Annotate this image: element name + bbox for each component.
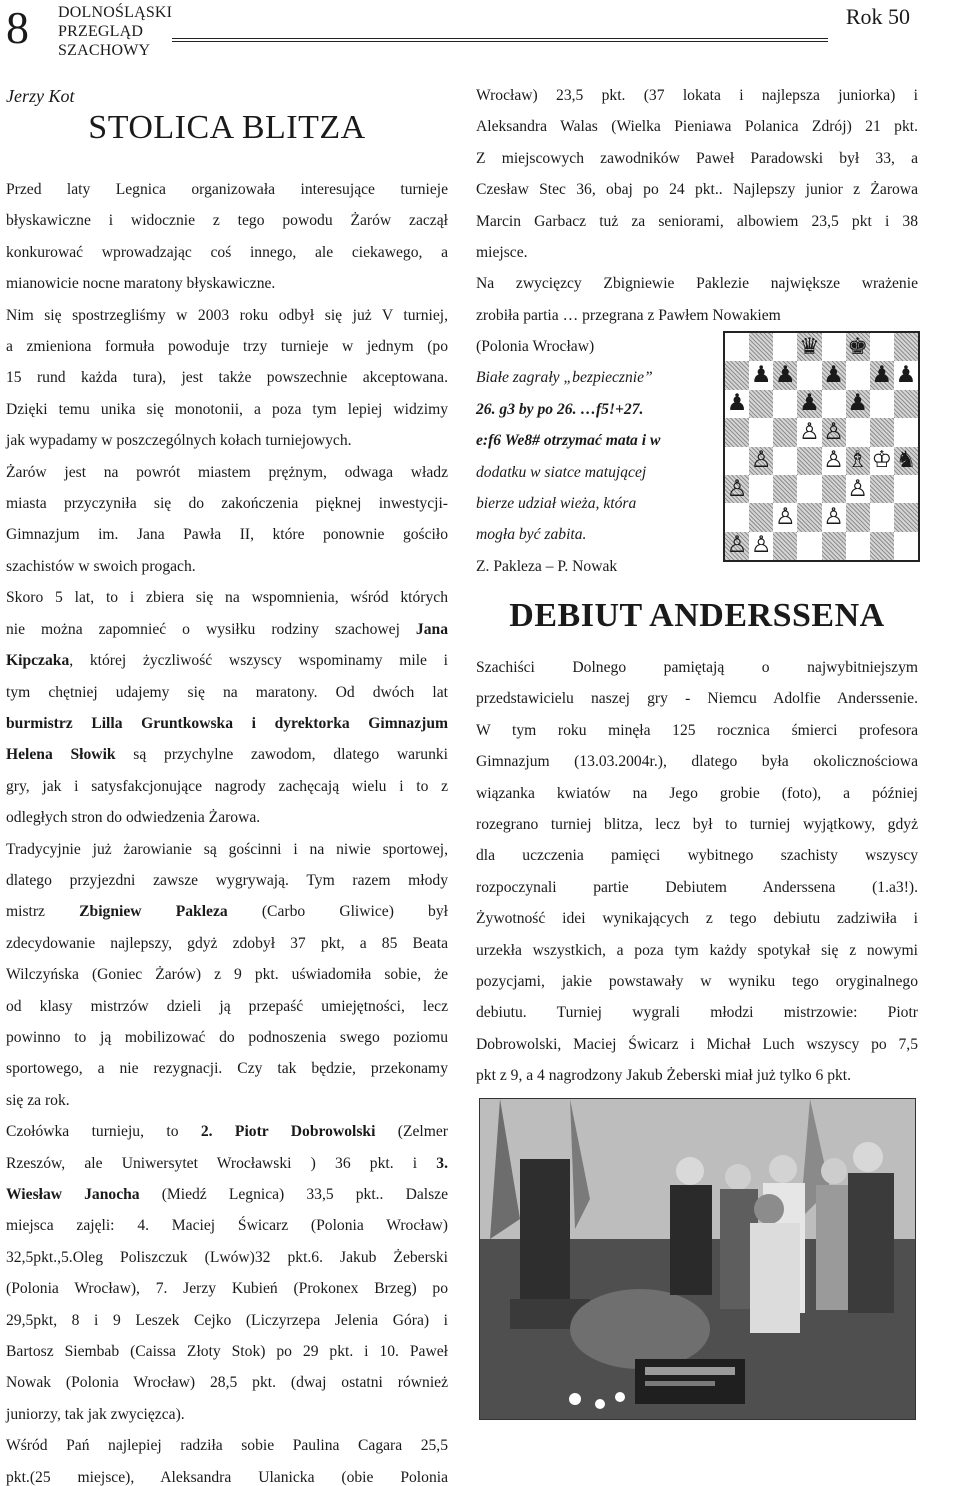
text-line: [6, 1210, 448, 1241]
text-run: gry, jak i satysfakcjonujące nagrody zachęcają wielu i to z: [6, 777, 448, 795]
board-square: [894, 361, 918, 389]
chess-piece: ♟: [895, 362, 917, 389]
chess-piece: ♙: [823, 418, 844, 445]
board-square: [894, 503, 918, 531]
page-header: [0, 0, 960, 70]
board-square: [773, 361, 797, 389]
text-line: Szachiści Dolnego pamiętają o najwybitniejszym: [476, 659, 918, 676]
bold-name: 3.: [436, 1154, 448, 1172]
text-line: [6, 771, 448, 802]
chess-piece: ♞: [895, 447, 917, 474]
text-line: rozpoczynali partie Debiutem Anderssena (1.a3!).: [476, 878, 918, 896]
bold-name: Wiesław Janocha: [6, 1186, 140, 1203]
board-square: [870, 503, 894, 531]
board-square: [725, 475, 749, 503]
text-run: odległych stron do odwiedzenia Żarowa.: [6, 809, 261, 827]
text-line: [6, 394, 448, 425]
text-line: wiązanka kwiatów na Jego grobie (foto), a później: [476, 784, 918, 802]
text-line: pkt z 9, a 4 nagrodzony Jakub Żeberski miał już tylko 6 pkt.: [476, 1067, 852, 1085]
board-square: [773, 532, 797, 560]
text-line: [6, 237, 448, 268]
board-square: [749, 418, 773, 446]
header-rule: [172, 38, 828, 39]
text-line: [6, 1462, 448, 1486]
text-run: są przychylne zawodom, dlatego warunki: [115, 746, 448, 764]
text-run: juniorzy, tak jak zwycięzca).: [6, 1405, 185, 1423]
board-square: [797, 390, 821, 418]
text-line: [6, 331, 448, 362]
board-square: [894, 532, 918, 560]
issue-year: Rok 50: [845, 4, 910, 29]
article-body-right: [476, 80, 918, 331]
text-run: Nim się spostrzegliśmy w 2003 roku odbył się już V turniej,: [6, 306, 448, 324]
chess-piece: ♔: [871, 447, 893, 474]
text-run: powinno to ją mobilizować do podnoszenia swego poziomu: [6, 1028, 448, 1046]
board-square: [846, 532, 870, 560]
bold-name: burmistrz Lilla Gruntkowska i dyrektorka Gimnazjum: [6, 714, 448, 732]
masthead-line: PRZEGLĄD: [58, 23, 144, 40]
board-square: [749, 532, 773, 560]
article-body-left: [6, 174, 448, 1486]
caption-line: Białe zagrały „bezpiecznie”: [476, 369, 653, 387]
board-square: [870, 333, 894, 361]
text-line: [6, 896, 448, 927]
board-square: [846, 361, 870, 389]
text-run: zdecydowanie najlepszy, gdyż zdobył 37 pkt, a 85 Beata: [6, 934, 448, 952]
chess-piece: ♛: [799, 333, 820, 360]
text-run: Wilczyńska (Goniec Żarów) z 9 pkt. uświadomiła sobie, że: [6, 966, 448, 984]
board-square: [822, 361, 846, 389]
board-square: [797, 503, 821, 531]
chess-diagram: [723, 331, 920, 562]
text-run: tym chętniej udajemy się na maratony. Od dwóch lat: [6, 683, 448, 701]
board-square: [773, 447, 797, 475]
text-line: [6, 300, 448, 331]
board-square: [749, 361, 773, 389]
text-line: [6, 457, 448, 488]
board-square: [894, 447, 918, 475]
text-run: Przed laty Legnica organizowała interesujące turnieje: [6, 181, 448, 198]
text-run: Rzeszów, ale Uniwersytet Wrocławski ) 36 pkt. i: [6, 1154, 437, 1172]
text-line: przedstawicielu naszej gry - Niemcu Adolfie Anderssenie.: [476, 690, 918, 708]
board-square: [894, 475, 918, 503]
article-author: Jerzy Kot: [6, 86, 75, 106]
text-run: nie można zapomnieć o wysiłku rodziny szachowej: [6, 620, 416, 638]
chess-caption: [476, 331, 720, 582]
text-line: [6, 1273, 448, 1304]
masthead: [58, 3, 172, 60]
grave-photo: [479, 1098, 916, 1420]
text-line: rozegrano turniej blitza, lecz był to turniej wyjątkowy, gdyż: [476, 816, 918, 834]
chess-piece: ♟: [775, 362, 796, 389]
board-square: [870, 361, 894, 389]
chess-piece: ♙: [799, 418, 820, 445]
text-line: [6, 425, 448, 456]
text-line: [6, 1430, 448, 1461]
text-line: [6, 1399, 448, 1430]
text-line: urzekła wszystkich, a poza tym każdy spotykał się z nowymi: [476, 941, 918, 959]
board-square: [797, 447, 821, 475]
text-line: Wrocław) 23,5 pkt. (37 lokata i najlepsza juniorka) i: [476, 87, 918, 104]
text-line: Na zwycięzcy Zbigniewie Paklezie największe wrażenie: [476, 275, 918, 293]
chess-piece: ♟: [726, 390, 748, 417]
text-line: [6, 1179, 448, 1210]
board-square: [797, 532, 821, 560]
board-square: [846, 475, 870, 503]
text-run: (Miedź Legnica) 33,5 pkt.. Dalsze: [139, 1186, 448, 1203]
text-line: [6, 551, 448, 582]
board-square: [725, 390, 749, 418]
board-square: [749, 447, 773, 475]
board-square: [749, 333, 773, 361]
caption-line: mogła być zabita.: [476, 526, 587, 544]
chess-piece: ♟: [750, 362, 772, 389]
text-line: [6, 1367, 448, 1398]
text-line: [6, 1305, 448, 1336]
text-run: a zmieniona formuła powoduje trzy turnieje w jednym (po: [6, 338, 448, 356]
text-line: [6, 802, 448, 833]
text-run: Czołówka turnieju, to: [6, 1123, 201, 1141]
board-square: [725, 333, 749, 361]
text-line: [6, 1148, 448, 1179]
article-title-2: DEBIUT ANDERSSENA: [509, 597, 885, 634]
text-run: miejsca zajęli: 4. Maciej Świcarz (Polonia Wrocław): [6, 1217, 448, 1235]
text-run: 29,5pkt, 8 i 9 Leszek Cejko (Liczyrzepa Jelenia Góra) i: [6, 1311, 448, 1329]
board-square: [797, 418, 821, 446]
text-line: Dobrowolski, Maciej Świcarz i Michał Luch wszyscy po 7,5: [476, 1035, 918, 1053]
board-square: [773, 475, 797, 503]
text-run: Nowak (Polonia Wrocław) 28,5 pkt. (dwaj ostatni również: [6, 1374, 448, 1392]
text-run: , której życzliwość wszyscy wspominamy mile i: [69, 652, 448, 670]
bold-name: Helena Słowik: [6, 746, 116, 764]
board-square: [725, 532, 749, 560]
chess-piece: ♟: [799, 390, 820, 417]
text-run: mistrz: [6, 903, 80, 921]
text-line: Aleksandra Walas (Wielka Pieniawa Polanica Zdrój) 21 pkt.: [476, 118, 918, 136]
bold-name: 2. Piotr Dobrowolski: [200, 1123, 376, 1141]
text-line: Marcin Garbacz tuż za seniorami, albowiem 23,5 pkt i 38: [476, 212, 918, 230]
chess-piece: ♙: [823, 447, 844, 474]
caption-line: e:f6 We8# otrzymać mata i w: [476, 432, 661, 450]
board-square: [870, 532, 894, 560]
board-square: [773, 390, 797, 418]
chess-piece: ♟: [871, 362, 893, 389]
article-body-2: [476, 652, 918, 1092]
chess-piece: ♙: [726, 475, 748, 502]
caption-line: dodatku w siatce matującej: [476, 463, 647, 481]
caption-line: bierze udział wieża, która: [476, 495, 637, 513]
board-square: [797, 333, 821, 361]
board-square: [749, 503, 773, 531]
text-line: [6, 582, 448, 613]
text-run: Bartosz Siembab (Caissa Złoty Stok) po 29 pkt. i 10. Paweł: [6, 1343, 448, 1361]
board-square: [894, 418, 918, 446]
board-square: [822, 532, 846, 560]
article-title: STOLICA BLITZA: [88, 109, 366, 146]
bold-name: Jana: [415, 620, 448, 638]
text-line: [6, 865, 448, 896]
board-square: [846, 503, 870, 531]
text-run: miasta przyczyniła się do zakończenia pięknej inwestycji-: [6, 495, 448, 513]
text-line: [6, 174, 448, 205]
text-run: Żarów jest na powrót miastem prężnym, odwaga władz: [6, 463, 448, 481]
text-line: [6, 1022, 448, 1053]
text-run: konkurować wprowadzając coś innego, ale ciekawego, a: [6, 243, 448, 261]
text-line: [6, 614, 448, 645]
chess-piece: ♟: [823, 362, 844, 389]
board-square: [846, 447, 870, 475]
masthead-line: SZACHOWY: [58, 42, 151, 59]
board-square: [822, 475, 846, 503]
text-run: jak wypadamy w poszczególnych kołach turniejowych.: [6, 432, 352, 450]
chess-piece: ♙: [823, 503, 844, 530]
text-line: [6, 488, 448, 519]
text-run: (Zelmer: [375, 1123, 448, 1141]
board-square: [894, 390, 918, 418]
text-line: [6, 834, 448, 865]
text-line: [6, 519, 448, 550]
text-run: Gimnazjum im. Jana Pawła II, które ponownie gościło: [6, 526, 448, 544]
text-line: Czesław Stec 36, obaj po 24 pkt.. Najlepszy junior z Żarowa: [476, 181, 918, 199]
board-square: [822, 390, 846, 418]
text-line: miejsce.: [476, 244, 528, 262]
text-run: (Carbo Gliwice) był: [227, 903, 448, 921]
chess-piece: ♙: [775, 503, 796, 530]
board-square: [797, 361, 821, 389]
text-line: [6, 928, 448, 959]
text-line: [6, 991, 448, 1022]
caption-line: 26. g3 by po 26. …f5!+27.: [476, 400, 644, 418]
text-line: Gimnazjum (13.03.2004r.), dlatego była okolicznościowa: [476, 753, 918, 771]
board-square: [725, 418, 749, 446]
text-run: błyskawiczne i widocznie z tego powodu Żarów zaczął: [6, 212, 448, 230]
text-line: [6, 959, 448, 990]
text-line: [6, 1242, 448, 1273]
text-line: dla uczczenia pamięci wybitnego szachisty wszyscy: [476, 847, 918, 865]
chess-piece: ♚: [847, 333, 868, 360]
chess-piece: ♙: [750, 532, 772, 559]
board-square: [749, 475, 773, 503]
text-line: pozycjami, jakie powstawały w wyniku tego oryginalnego: [476, 973, 918, 991]
chess-piece: ♙: [750, 447, 772, 474]
text-line: W tym roku minęła 125 rocznica śmierci profesora: [476, 721, 918, 739]
text-line: [6, 205, 448, 236]
board-square: [725, 503, 749, 531]
text-line: zrobiła partia … przegrana z Pawłem Nowakiem: [476, 306, 781, 324]
board-square: [822, 503, 846, 531]
board-square: [749, 390, 773, 418]
chess-piece: ♙: [847, 475, 868, 502]
text-run: Dzięki temu unika się monotonii, a poza tym lepiej widzimy: [6, 400, 448, 418]
text-run: pkt.(25 miejsce), Aleksandra Ulanicka (obie Polonia: [6, 1468, 448, 1486]
board-square: [773, 503, 797, 531]
bold-name: Kipczaka: [6, 652, 70, 670]
text-run: dlatego przyjezdni zawsze wygrywają. Tym razem młody: [6, 871, 448, 889]
caption-line: (Polonia Wrocław): [476, 338, 595, 355]
text-line: [6, 677, 448, 708]
board-square: [725, 361, 749, 389]
text-line: [6, 1085, 448, 1116]
text-line: [6, 1116, 448, 1147]
text-run: (Polonia Wrocław), 7. Jerzy Kubień (Prokonex Brzeg) po: [6, 1280, 448, 1298]
text-line: [6, 1053, 448, 1084]
text-run: mianowicie nocne maratony błyskawiczne.: [6, 275, 276, 293]
text-line: [6, 708, 448, 739]
text-run: od klasy mistrzów dzieli ją przepaść umiejętności, lecz: [6, 997, 448, 1015]
board-square: [846, 418, 870, 446]
bold-name: Zbigniew Pakleza: [79, 903, 228, 921]
board-square: [870, 475, 894, 503]
board-square: [822, 333, 846, 361]
board-square: [797, 475, 821, 503]
board-square: [870, 418, 894, 446]
text-line: [6, 739, 448, 770]
text-run: się za rok.: [6, 1091, 70, 1109]
header-rule: [172, 41, 828, 42]
text-line: Żywotność idei wynikających z tego debiutu zadziwiła i: [476, 910, 918, 928]
text-line: [6, 645, 448, 676]
text-run: Skoro 5 lat, to i zbiera się na wspomnienia, wśród których: [6, 589, 448, 607]
board-square: [870, 447, 894, 475]
board-square: [846, 390, 870, 418]
board-square: [846, 333, 870, 361]
photo-illustration: [480, 1099, 916, 1420]
chess-piece: ♟: [847, 390, 868, 417]
text-line: [6, 1336, 448, 1367]
text-line: [6, 362, 448, 393]
text-line: [6, 268, 448, 299]
chess-piece: ♗: [847, 447, 868, 474]
masthead-line: DOLNOŚLĄSKI: [58, 4, 173, 21]
text-run: Tradycyjnie już żarowianie są gościnni i na niwie sportowej,: [6, 840, 448, 858]
board-square: [870, 390, 894, 418]
board-square: [894, 333, 918, 361]
board-square: [725, 447, 749, 475]
text-line: Z miejscowych zawodników Paweł Paradowski był 33, a: [476, 149, 918, 167]
chess-piece: ♙: [726, 532, 748, 559]
board-square: [822, 418, 846, 446]
text-run: Wśród Pań najlepiej radziła sobie Paulina Cagara 25,5: [6, 1437, 448, 1455]
caption-line: Z. Pakleza – P. Nowak: [476, 557, 618, 575]
text-run: sportowego, a nie rezygnacji. Czy tak będzie, przekonamy: [6, 1060, 448, 1078]
page-number: 8: [6, 2, 29, 53]
text-run: 32,5pkt.,5.Oleg Poliszczuk (Lwów)32 pkt.6. Jakub Żeberski: [6, 1248, 448, 1266]
text-run: 15 rund każda tura), jest także powszechnie akceptowana.: [6, 369, 448, 387]
board-square: [822, 447, 846, 475]
board-square: [773, 333, 797, 361]
board-square: [773, 418, 797, 446]
text-line: debiutu. Turniej wygrali młodzi mistrzowie: Piotr: [476, 1004, 918, 1022]
text-run: szachistów w swoich progach.: [6, 557, 196, 575]
